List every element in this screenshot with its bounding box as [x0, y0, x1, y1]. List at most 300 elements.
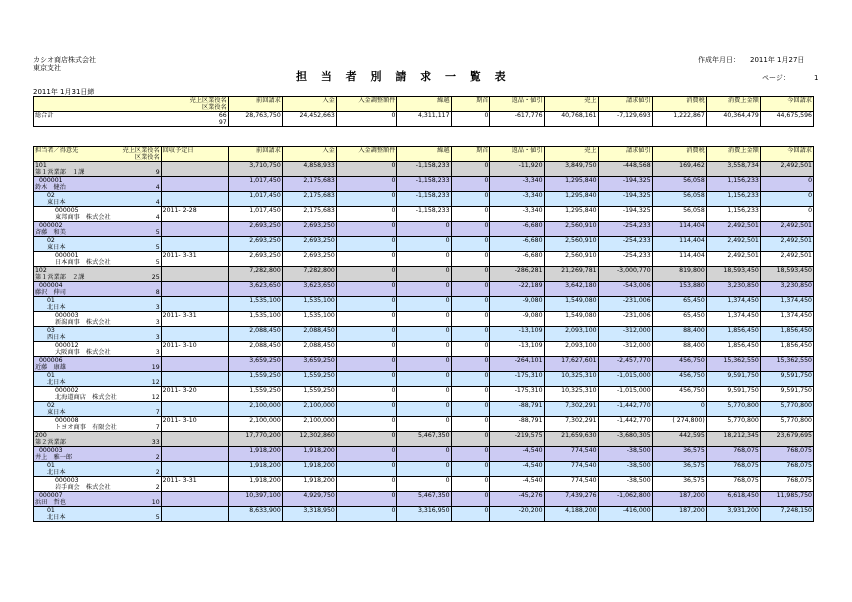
- detail-value: 0: [397, 402, 451, 417]
- detail-value: 0: [451, 372, 490, 387]
- detail-name: 33 第２営業部: [35, 439, 160, 446]
- detail-row: [34, 252, 814, 267]
- detail-name: 3 大阪商事 株式会社: [55, 349, 160, 356]
- company-name: カシオ商店株式会社: [33, 56, 96, 64]
- detail-value: 88,400: [652, 342, 706, 357]
- detail-value: -45,276: [490, 492, 544, 507]
- detail-count2: 5: [155, 514, 160, 521]
- summary-value: 24,452,663: [282, 112, 336, 127]
- detail-value: 0: [336, 357, 397, 372]
- detail-value: 0: [336, 222, 397, 237]
- detail-value: -1,158,233: [397, 207, 451, 222]
- detail-value: 1,156,233: [706, 207, 760, 222]
- detail-value: 3,623,650: [282, 282, 336, 297]
- detail-value: 7,282,800: [282, 267, 336, 282]
- detail-value: -1,158,233: [397, 192, 451, 207]
- detail-code: 101: [35, 162, 47, 169]
- detail-value: 774,540: [544, 462, 598, 477]
- detail-value: 2,088,450: [228, 342, 282, 357]
- detail-value: 774,540: [544, 447, 598, 462]
- detail-customer-cell: [34, 267, 162, 282]
- detail-value: 1,918,200: [228, 462, 282, 477]
- detail-value: 1,918,200: [282, 447, 336, 462]
- detail-value: 2,100,000: [282, 402, 336, 417]
- detail-value: 0: [397, 357, 451, 372]
- detail-value: 0: [397, 462, 451, 477]
- detail-value: 0: [397, 252, 451, 267]
- summary-value: 0: [451, 112, 490, 127]
- summary-col-returns: 返品・値引: [490, 97, 544, 112]
- detail-value: 1,295,840: [544, 207, 598, 222]
- detail-value: 0: [397, 312, 451, 327]
- detail-count2: 12: [151, 394, 160, 401]
- detail-customer-cell: [34, 162, 162, 177]
- detail-value: -194,325: [598, 177, 652, 192]
- detail-header-row: [34, 147, 814, 162]
- detail-value: 2,693,250: [282, 237, 336, 252]
- detail-value: 7,439,276: [544, 492, 598, 507]
- detail-collect-date: 2011- 3-10: [161, 342, 228, 357]
- detail-col-opening: 期首: [451, 147, 490, 162]
- detail-count2: 5: [155, 229, 160, 236]
- detail-value: -6,680: [490, 237, 544, 252]
- detail-value: -13,109: [490, 342, 544, 357]
- detail-count2: 2: [155, 454, 160, 461]
- closing-date: 2011年 1月31日締: [33, 88, 95, 96]
- detail-collect-date: [161, 222, 228, 237]
- detail-value: 9,591,750: [760, 387, 813, 402]
- detail-count2: 5: [155, 244, 160, 251]
- detail-value: -3,680,305: [598, 432, 652, 447]
- detail-value: 0: [451, 252, 490, 267]
- detail-collect-date: [161, 177, 228, 192]
- detail-value: 768,075: [760, 447, 813, 462]
- detail-value: 0: [336, 207, 397, 222]
- detail-value: 0: [451, 192, 490, 207]
- detail-value: 1,295,840: [544, 177, 598, 192]
- detail-value: 15,362,550: [706, 357, 760, 372]
- detail-value: 2,492,501: [760, 252, 813, 267]
- detail-value: 1,549,080: [544, 312, 598, 327]
- detail-value: 0: [397, 237, 451, 252]
- detail-value: -9,080: [490, 312, 544, 327]
- detail-value: 0: [451, 507, 490, 522]
- detail-name: 5 日本商事 株式会社: [55, 259, 160, 266]
- detail-value: 768,075: [760, 477, 813, 492]
- detail-value: 0: [336, 312, 397, 327]
- detail-value: 0: [451, 387, 490, 402]
- detail-count2: 10: [151, 499, 160, 506]
- detail-value: -4,540: [490, 477, 544, 492]
- detail-value: 2,693,250: [282, 222, 336, 237]
- detail-name: 2 井上 雅一郎: [35, 454, 160, 461]
- detail-customer-cell: [34, 477, 162, 492]
- detail-value: 774,540: [544, 477, 598, 492]
- detail-value: 21,269,781: [544, 267, 598, 282]
- detail-value: 0: [652, 402, 706, 417]
- detail-col-payment: 入金: [282, 147, 336, 162]
- detail-row: [34, 432, 814, 447]
- detail-count2: 5: [155, 259, 160, 266]
- detail-collect-date: [161, 267, 228, 282]
- detail-count2: 8: [155, 289, 160, 296]
- detail-customer-cell: [34, 462, 162, 477]
- detail-customer-cell: [34, 417, 162, 432]
- detail-col-tax: 消費税: [652, 147, 706, 162]
- detail-value: -3,340: [490, 207, 544, 222]
- detail-row: [34, 282, 814, 297]
- detail-row: [34, 207, 814, 222]
- detail-value: 0: [336, 477, 397, 492]
- detail-value: 36,575: [652, 477, 706, 492]
- detail-value: 2,088,450: [282, 327, 336, 342]
- detail-value: 3,230,850: [706, 282, 760, 297]
- detail-collect-date: [161, 297, 228, 312]
- detail-row: [34, 492, 814, 507]
- detail-value: 3,931,200: [706, 507, 760, 522]
- detail-name: 2 北日本: [47, 469, 160, 476]
- detail-name: 25 第１営業部 ２課: [35, 274, 160, 281]
- detail-value: -22,189: [490, 282, 544, 297]
- detail-code: 02: [47, 237, 55, 244]
- detail-value: 114,404: [652, 252, 706, 267]
- summary-col-sales: 売上区業役名 区業役名: [34, 97, 229, 112]
- detail-code: 000003: [39, 447, 63, 454]
- detail-value: ( 274,800): [652, 417, 706, 432]
- detail-customer-cell: [34, 297, 162, 312]
- detail-count2: 9: [155, 169, 160, 176]
- detail-value: 0: [451, 492, 490, 507]
- detail-count2: 3: [155, 334, 160, 341]
- detail-name: 4 東日本: [47, 199, 160, 206]
- detail-value: 2,175,683: [282, 177, 336, 192]
- detail-value: 1,535,100: [228, 297, 282, 312]
- detail-value: -231,006: [598, 312, 652, 327]
- detail-value: 0: [451, 447, 490, 462]
- detail-value: 1,918,200: [228, 447, 282, 462]
- detail-value: 2,088,450: [282, 342, 336, 357]
- created-date: 2011年 1月27日: [750, 56, 805, 64]
- detail-row: [34, 237, 814, 252]
- detail-value: 187,200: [652, 492, 706, 507]
- detail-value: 1,374,450: [760, 297, 813, 312]
- created-label: 作成年月日：: [698, 56, 740, 64]
- detail-customer-cell: [34, 222, 162, 237]
- detail-col-collect: 回収予定日: [161, 147, 228, 162]
- detail-name: 12 北海道商店 株式会社: [55, 394, 160, 401]
- detail-value: -11,920: [490, 162, 544, 177]
- detail-value: 3,230,850: [760, 282, 813, 297]
- detail-customer-cell: [34, 312, 162, 327]
- detail-value: 3,623,650: [228, 282, 282, 297]
- summary-col-adjust: 入金調整額件: [336, 97, 397, 112]
- detail-value: 0: [336, 387, 397, 402]
- detail-collect-date: [161, 192, 228, 207]
- detail-value: -254,233: [598, 222, 652, 237]
- detail-table: [33, 146, 814, 522]
- detail-collect-date: [161, 507, 228, 522]
- detail-value: -2,457,770: [598, 357, 652, 372]
- detail-value: -194,325: [598, 207, 652, 222]
- detail-code: 01: [47, 507, 55, 514]
- detail-row: [34, 417, 814, 432]
- summary-total-label: 総合計 66 97: [35, 112, 227, 126]
- detail-value: -88,791: [490, 417, 544, 432]
- detail-value: 1,918,200: [282, 477, 336, 492]
- detail-value: 1,535,100: [282, 297, 336, 312]
- detail-value: 0: [336, 417, 397, 432]
- detail-name: 3 新潟商事 株式会社: [55, 319, 160, 326]
- detail-value: 3,558,734: [706, 162, 760, 177]
- detail-value: 0: [451, 312, 490, 327]
- detail-name: 7 トヨオ商事 有限会社: [55, 424, 160, 431]
- detail-value: 0: [451, 282, 490, 297]
- detail-row: [34, 312, 814, 327]
- detail-value: -38,500: [598, 447, 652, 462]
- detail-value: -1,158,233: [397, 177, 451, 192]
- detail-count2: 3: [155, 304, 160, 311]
- detail-name: 4 東邦商事 株式会社: [55, 214, 160, 221]
- detail-value: -231,006: [598, 297, 652, 312]
- summary-value: 4,311,117: [397, 112, 451, 127]
- detail-value: -3,340: [490, 177, 544, 192]
- detail-value: 0: [336, 177, 397, 192]
- summary-value: 1,222,867: [652, 112, 706, 127]
- detail-value: 11,985,750: [760, 492, 813, 507]
- detail-row: [34, 372, 814, 387]
- detail-collect-date: [161, 447, 228, 462]
- detail-value: 0: [760, 177, 813, 192]
- detail-value: -88,791: [490, 402, 544, 417]
- detail-row: [34, 177, 814, 192]
- detail-value: 0: [760, 192, 813, 207]
- summary-total-row: [34, 112, 814, 127]
- detail-value: 7,282,800: [228, 267, 282, 282]
- detail-value: 0: [336, 192, 397, 207]
- detail-value: 88,400: [652, 327, 706, 342]
- detail-collect-date: [161, 492, 228, 507]
- detail-collect-date: [161, 462, 228, 477]
- detail-row: [34, 447, 814, 462]
- detail-value: 768,075: [706, 462, 760, 477]
- detail-value: 56,058: [652, 177, 706, 192]
- detail-collect-date: 2011- 3-31: [161, 312, 228, 327]
- detail-value: 10,325,310: [544, 387, 598, 402]
- detail-code: 000003: [55, 312, 79, 319]
- detail-customer-cell: [34, 507, 162, 522]
- detail-value: 5,467,350: [397, 432, 451, 447]
- detail-col-adjust: 入金調整額件: [336, 147, 397, 162]
- detail-count2: 3: [155, 319, 160, 326]
- detail-value: -416,000: [598, 507, 652, 522]
- detail-col-discount: 請求値引: [598, 147, 652, 162]
- detail-row: [34, 162, 814, 177]
- detail-name: 2 岩手商会 株式会社: [55, 484, 160, 491]
- detail-code: 000002: [39, 222, 63, 229]
- detail-row: [34, 387, 814, 402]
- detail-code: 102: [35, 267, 47, 274]
- detail-value: 1,535,100: [282, 312, 336, 327]
- summary-col-sales-amt: 売上: [544, 97, 598, 112]
- detail-row: [34, 327, 814, 342]
- detail-value: 1,559,250: [228, 372, 282, 387]
- detail-value: 0: [451, 342, 490, 357]
- detail-value: 0: [397, 222, 451, 237]
- summary-value: 40,364,479: [706, 112, 760, 127]
- detail-row: [34, 267, 814, 282]
- detail-value: 2,492,501: [706, 252, 760, 267]
- detail-count2: 2: [155, 484, 160, 491]
- detail-value: 2,088,450: [228, 327, 282, 342]
- summary-col-prev: 前回請求: [228, 97, 282, 112]
- detail-value: 1,918,200: [282, 462, 336, 477]
- detail-value: 1,559,250: [282, 387, 336, 402]
- detail-code: 000001: [39, 177, 63, 184]
- detail-value: 18,593,450: [760, 267, 813, 282]
- detail-value: 0: [451, 417, 490, 432]
- detail-value: 3,849,750: [544, 162, 598, 177]
- detail-name: 12 北日本: [47, 379, 160, 386]
- detail-customer-cell: [34, 447, 162, 462]
- detail-code: 000008: [55, 417, 79, 424]
- detail-value: 0: [397, 417, 451, 432]
- detail-value: 7,302,291: [544, 402, 598, 417]
- detail-value: 2,560,910: [544, 252, 598, 267]
- detail-value: 2,693,250: [282, 252, 336, 267]
- detail-collect-date: [161, 282, 228, 297]
- detail-row: [34, 507, 814, 522]
- detail-value: 1,559,250: [228, 387, 282, 402]
- detail-value: 0: [451, 432, 490, 447]
- detail-value: 0: [336, 432, 397, 447]
- detail-value: 0: [336, 462, 397, 477]
- detail-value: 0: [336, 162, 397, 177]
- detail-collect-date: [161, 357, 228, 372]
- detail-value: -254,233: [598, 237, 652, 252]
- detail-value: 0: [451, 207, 490, 222]
- detail-row: [34, 462, 814, 477]
- detail-customer-cell: [34, 432, 162, 447]
- detail-customer-cell: [34, 237, 162, 252]
- detail-count2: 2: [155, 469, 160, 476]
- summary-value: 40,768,161: [544, 112, 598, 127]
- detail-value: 0: [336, 507, 397, 522]
- detail-value: 1,549,080: [544, 297, 598, 312]
- detail-customer-cell: [34, 192, 162, 207]
- detail-collect-date: [161, 402, 228, 417]
- detail-value: 15,362,550: [760, 357, 813, 372]
- summary-col-total: 消費上金額: [706, 97, 760, 112]
- detail-col-current: 今回請求: [760, 147, 813, 162]
- detail-count2: 12: [151, 379, 160, 386]
- detail-value: 0: [397, 267, 451, 282]
- detail-value: 0: [397, 447, 451, 462]
- detail-value: 0: [451, 267, 490, 282]
- detail-value: -3,340: [490, 192, 544, 207]
- detail-value: 2,693,250: [228, 252, 282, 267]
- detail-value: 0: [336, 327, 397, 342]
- detail-name: 5 北日本: [47, 514, 160, 521]
- detail-value: -9,080: [490, 297, 544, 312]
- detail-value: 169,462: [652, 162, 706, 177]
- summary-col-discount: 請求値引: [598, 97, 652, 112]
- detail-name: 19 近藤 康雄: [35, 364, 160, 371]
- detail-value: 187,200: [652, 507, 706, 522]
- detail-value: 0: [336, 492, 397, 507]
- detail-value: 3,710,750: [228, 162, 282, 177]
- detail-value: 1,374,450: [760, 312, 813, 327]
- detail-count2: 19: [151, 364, 160, 371]
- detail-value: 65,450: [652, 312, 706, 327]
- summary-col-opening: 期首: [451, 97, 490, 112]
- detail-value: 0: [336, 237, 397, 252]
- detail-value: 0: [336, 252, 397, 267]
- detail-value: 7,248,150: [760, 507, 813, 522]
- summary-col-current: 今回請求: [760, 97, 813, 112]
- detail-value: 56,058: [652, 207, 706, 222]
- detail-collect-date: 2011- 2-28: [161, 207, 228, 222]
- detail-value: 0: [397, 297, 451, 312]
- detail-code: 000003: [55, 477, 79, 484]
- detail-value: 0: [451, 477, 490, 492]
- detail-value: 2,492,501: [706, 237, 760, 252]
- detail-collect-date: [161, 432, 228, 447]
- detail-value: -254,233: [598, 252, 652, 267]
- detail-value: 2,560,910: [544, 237, 598, 252]
- detail-value: 1,017,450: [228, 192, 282, 207]
- detail-value: 17,770,200: [228, 432, 282, 447]
- detail-value: 23,679,695: [760, 432, 813, 447]
- detail-value: 1,017,450: [228, 207, 282, 222]
- detail-value: -38,500: [598, 477, 652, 492]
- detail-name: 7 東日本: [47, 409, 160, 416]
- detail-value: 2,093,100: [544, 342, 598, 357]
- detail-value: -1,442,770: [598, 402, 652, 417]
- detail-value: -38,500: [598, 462, 652, 477]
- detail-value: 7,302,291: [544, 417, 598, 432]
- detail-value: 1,559,250: [282, 372, 336, 387]
- summary-value: 0: [336, 112, 397, 127]
- detail-value: 18,212,345: [706, 432, 760, 447]
- detail-value: 0: [451, 162, 490, 177]
- detail-customer-cell: [34, 207, 162, 222]
- detail-value: -6,680: [490, 222, 544, 237]
- detail-code: 01: [47, 372, 55, 379]
- detail-value: 0: [336, 267, 397, 282]
- detail-col-total: 消費上金額: [706, 147, 760, 162]
- detail-value: 4,858,933: [282, 162, 336, 177]
- detail-value: 2,175,683: [282, 192, 336, 207]
- detail-count2: 25: [151, 274, 160, 281]
- detail-value: 2,175,683: [282, 207, 336, 222]
- detail-value: 1,156,233: [706, 192, 760, 207]
- detail-value: -3,000,770: [598, 267, 652, 282]
- detail-value: 2,492,501: [760, 237, 813, 252]
- detail-customer-cell: [34, 327, 162, 342]
- detail-col-prev: 前回請求: [228, 147, 282, 162]
- detail-value: 9,591,750: [760, 372, 813, 387]
- detail-value: 18,593,450: [706, 267, 760, 282]
- detail-value: 0: [451, 402, 490, 417]
- detail-value: 0: [336, 342, 397, 357]
- detail-value: 0: [397, 327, 451, 342]
- detail-value: 768,075: [706, 447, 760, 462]
- detail-value: 1,295,840: [544, 192, 598, 207]
- detail-value: 36,575: [652, 462, 706, 477]
- detail-code: 000002: [55, 387, 79, 394]
- detail-value: 2,492,501: [706, 222, 760, 237]
- detail-value: 0: [336, 402, 397, 417]
